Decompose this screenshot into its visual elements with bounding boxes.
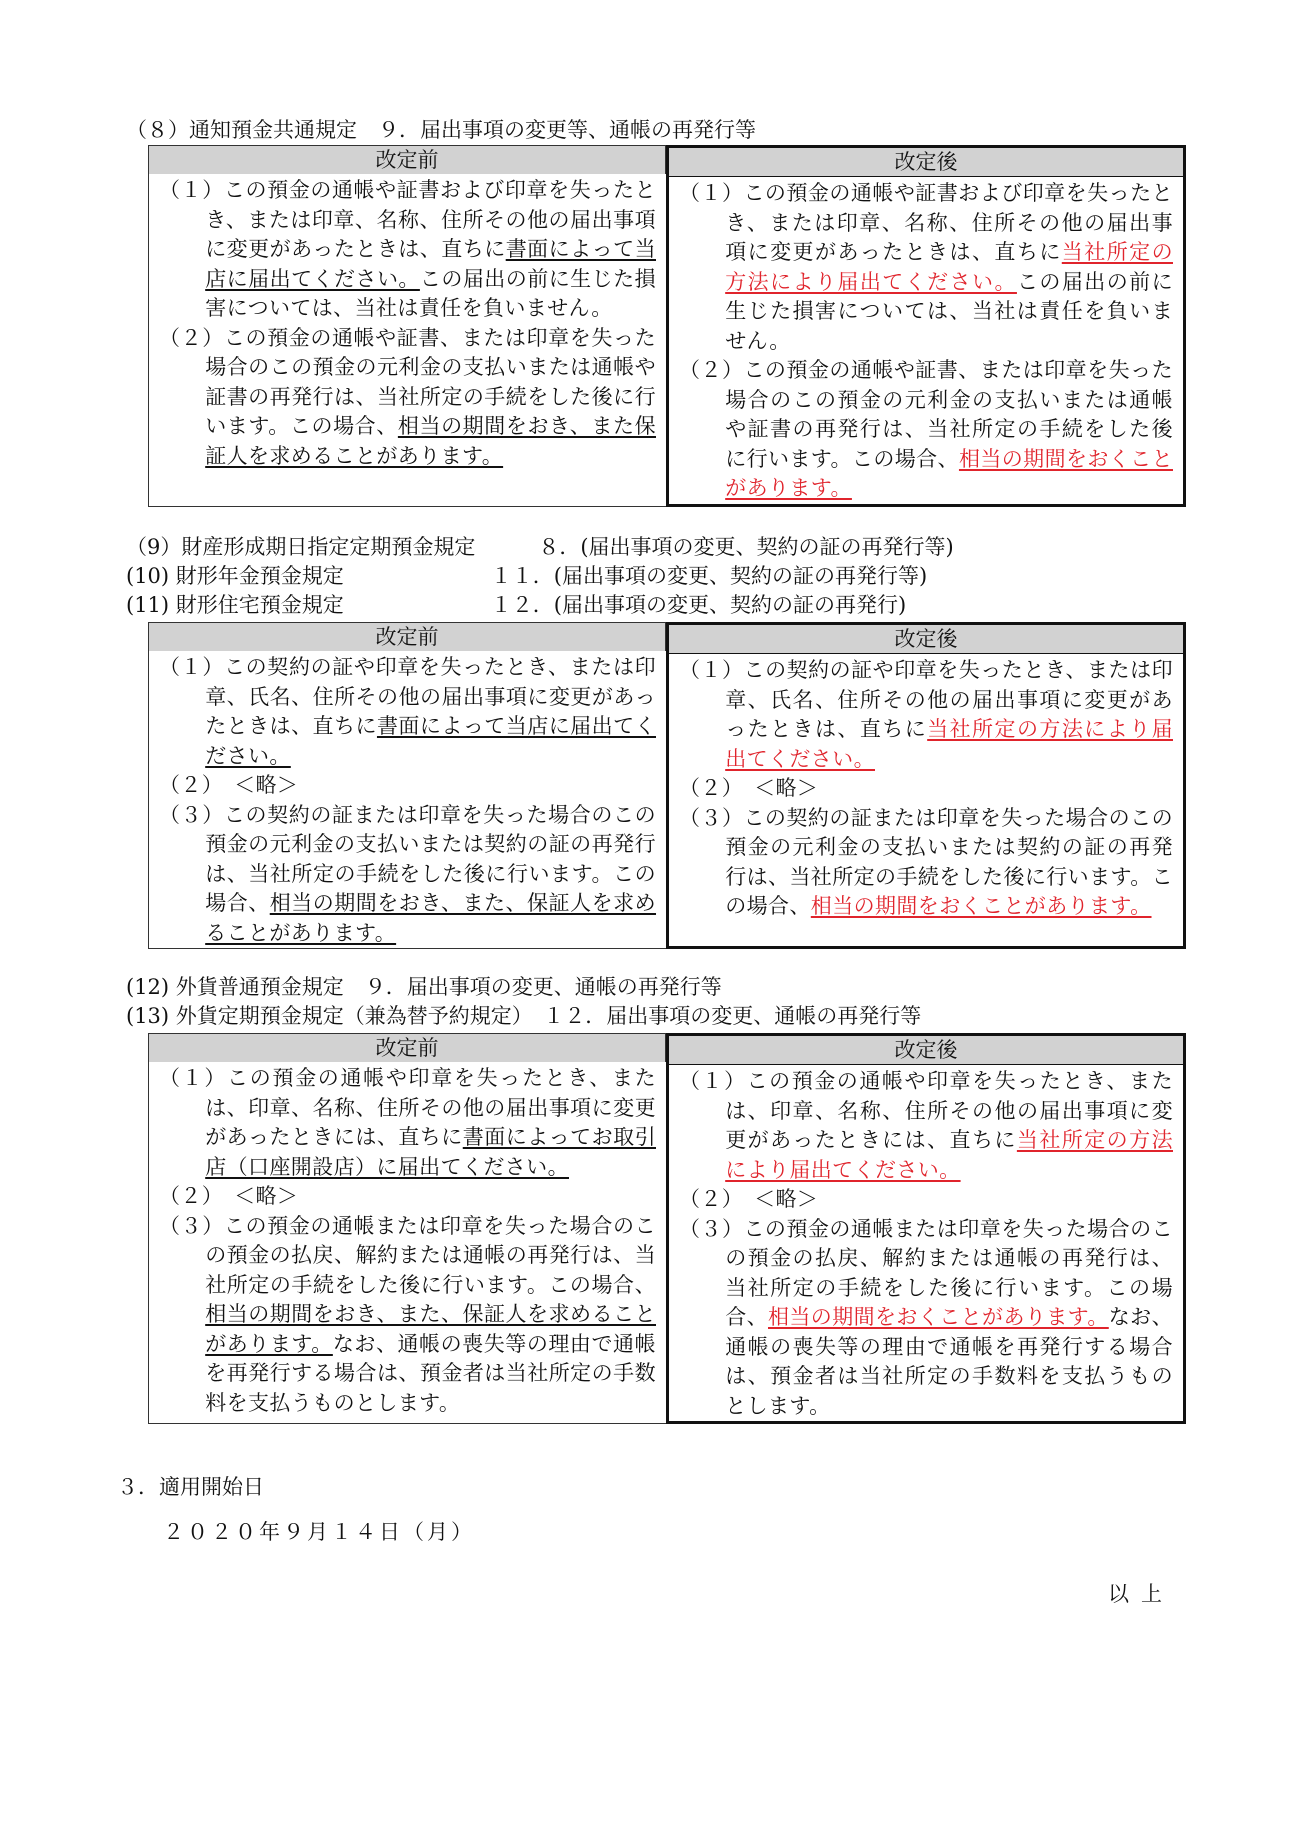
clause-paragraph (679, 1185, 1173, 1215)
comparison-table-2 (148, 622, 1186, 949)
after-body (669, 177, 1183, 504)
before-column (148, 622, 666, 949)
clause-paragraph (679, 656, 1173, 774)
clause-text: （２）この預金の通帳や証書、または印章を失った場合のこの預金の元利金の支払いまたは通帳や証書の再発行は、当社所定の手続をした後に行います。この場合、 (679, 358, 1173, 471)
section11-heading: (11) 財形住宅預金規定 １２．(届出事項の変更、契約の証の再発行) (126, 593, 907, 617)
closing-mark: 以上 (1108, 1582, 1174, 1606)
clause-text: （１）この契約の証や印章を失ったとき、または印章、氏名、住所その他の届出事項に変更があったときは、直ちに (679, 658, 1173, 741)
section13-heading: (13) 外貨定期預金規定（兼為替予約規定） １２．届出事項の変更、通帳の再発行等 (126, 1004, 922, 1028)
before-header: 改定前 (149, 622, 666, 651)
after-header: 改定後 (669, 148, 1183, 177)
clause-paragraph (159, 324, 656, 472)
clause-text: この届出の前に生じた損害については、当社は責任を負いません。 (205, 266, 656, 320)
revised-text: 相当の期間をおくことがあります。 (810, 894, 1152, 918)
after-header: 改定後 (669, 625, 1183, 654)
clause-text: （３）この預金の通帳または印章を失った場合のこの預金の払戻、解約または通帳の再発行は、当社所定の手続をした後に行います。この場合、 (679, 1216, 1173, 1329)
revised-text: 当社所定の方法により届出てください。 (725, 1128, 1173, 1182)
section9-heading: （9）財産形成期日指定定期預金規定 ８．(届出事項の変更、契約の証の再発行等) (126, 535, 954, 559)
revised-text: 当社所定の方法により届出てください。 (725, 717, 1173, 771)
before-body (149, 174, 666, 471)
underlined-text: 書面によって当店に届出てください。 (205, 237, 656, 291)
clause-text: （１）この預金の通帳や印章を失ったとき、または、印章、名称、住所その他の届出事項に変更があったときには、直ちに (159, 1066, 656, 1149)
section10-heading: (10) 財形年金預金規定 １１．(届出事項の変更、契約の証の再発行等) (126, 564, 928, 588)
clause-text: なお、通帳の喪失等の理由で通帳を再発行する場合は、預金者は当社所定の手数料を支払うものとします。 (205, 1331, 656, 1415)
clause-text: （１）この預金の通帳や印章を失ったとき、または、印章、名称、住所その他の届出事項に変更があったときには、直ちに (679, 1069, 1173, 1152)
underlined-text: 相当の期間をおき、また、保証人を求めることがあります。 (205, 1302, 656, 1356)
clause-paragraph (159, 1182, 656, 1212)
after-column (666, 1033, 1186, 1424)
before-body (149, 1062, 666, 1418)
clause-text: （１）この契約の証や印章を失ったとき、または印章、氏名、住所その他の届出事項に変更があったときは、直ちに (159, 655, 656, 738)
clause-text: この届出の前に生じた損害については、当社は責任を負いません。 (725, 269, 1173, 353)
clause-text: （２） ＜略＞ (159, 1184, 299, 1208)
clause-paragraph (159, 653, 656, 771)
underlined-text: 書面によってお取引店（口座開設店）に届出てください。 (205, 1125, 656, 1179)
before-column (148, 145, 666, 507)
underlined-text: 相当の期間をおき、また、保証人を求めることがあります。 (205, 891, 657, 945)
clause-text: なお、通帳の喪失等の理由で通帳を再発行する場合は、預金者は当社所定の手数料を支払うものとします。 (725, 1305, 1173, 1418)
clause-text: （２） ＜略＞ (679, 1187, 819, 1211)
clause-text: （３）この預金の通帳または印章を失った場合のこの預金の払戻、解約または通帳の再発行は、当社所定の手続をした後に行います。この場合、 (159, 1213, 656, 1297)
comparison-table-1 (148, 145, 1186, 507)
section8-heading: （８）通知預金共通規定 ９．届出事項の変更等、通帳の再発行等 (126, 118, 756, 142)
clause-paragraph (679, 1215, 1173, 1422)
underlined-text: 書面によって当店に届出てください。 (205, 714, 656, 768)
after-column (666, 622, 1186, 949)
revised-text: 相当の期間をおくことがあります。 (768, 1305, 1109, 1329)
clause-text: （１）この預金の通帳や証書および印章を失ったとき、または印章、名称、住所その他の届出事項に変更があったときは、直ちに (159, 178, 656, 261)
underlined-text: 相当の期間をおき、また保証人を求めることがあります。 (205, 414, 656, 468)
clause-paragraph (159, 1064, 656, 1182)
clause-text: （２）この預金の通帳や証書、または印章を失った場合のこの預金の元利金の支払いまたは通帳や証書の再発行は、当社所定の手続をした後に行います。この場合、 (159, 325, 656, 438)
clause-text: （２） ＜略＞ (159, 773, 299, 797)
before-column (148, 1033, 666, 1424)
clause-text: （３）この契約の証または印章を失った場合のこの預金の元利金の支払いまたは契約の証の再発行は、当社所定の手続をした後に行います。この場合、 (679, 805, 1173, 918)
clause-text: （２） ＜略＞ (679, 776, 819, 800)
clause-paragraph (679, 804, 1173, 922)
section12-heading: (12) 外貨普通預金規定 ９．届出事項の変更、通帳の再発行等 (126, 975, 722, 999)
clause-text: （１）この預金の通帳や証書および印章を失ったとき、または印章、名称、住所その他の届出事項に変更があったときは、直ちに (679, 181, 1173, 264)
clause-paragraph (679, 774, 1173, 804)
clause-paragraph (159, 1212, 656, 1419)
effective-date: ２０２０年９月１４日（月） (163, 1520, 475, 1544)
clause-paragraph (679, 356, 1173, 504)
before-header: 改定前 (149, 145, 666, 174)
after-body (669, 1065, 1183, 1421)
clause-paragraph (159, 801, 656, 949)
section3-heading: ３．適用開始日 (117, 1475, 264, 1499)
after-header: 改定後 (669, 1036, 1183, 1065)
revised-text: 当社所定の方法により届出てください。 (725, 240, 1173, 294)
before-body (149, 651, 666, 948)
clause-paragraph (679, 179, 1173, 356)
clause-paragraph (159, 176, 656, 324)
revised-text: 相当の期間をおくことがあります。 (725, 446, 1173, 500)
clause-text: （３）この契約の証または印章を失った場合のこの預金の元利金の支払いまたは契約の証の再発行は、当社所定の手続をした後に行います。この場合、 (159, 802, 656, 915)
after-body (669, 654, 1183, 922)
clause-paragraph (679, 1067, 1173, 1185)
after-column (666, 145, 1186, 507)
comparison-table-3 (148, 1033, 1186, 1424)
clause-paragraph (159, 771, 656, 801)
before-header: 改定前 (149, 1033, 666, 1062)
